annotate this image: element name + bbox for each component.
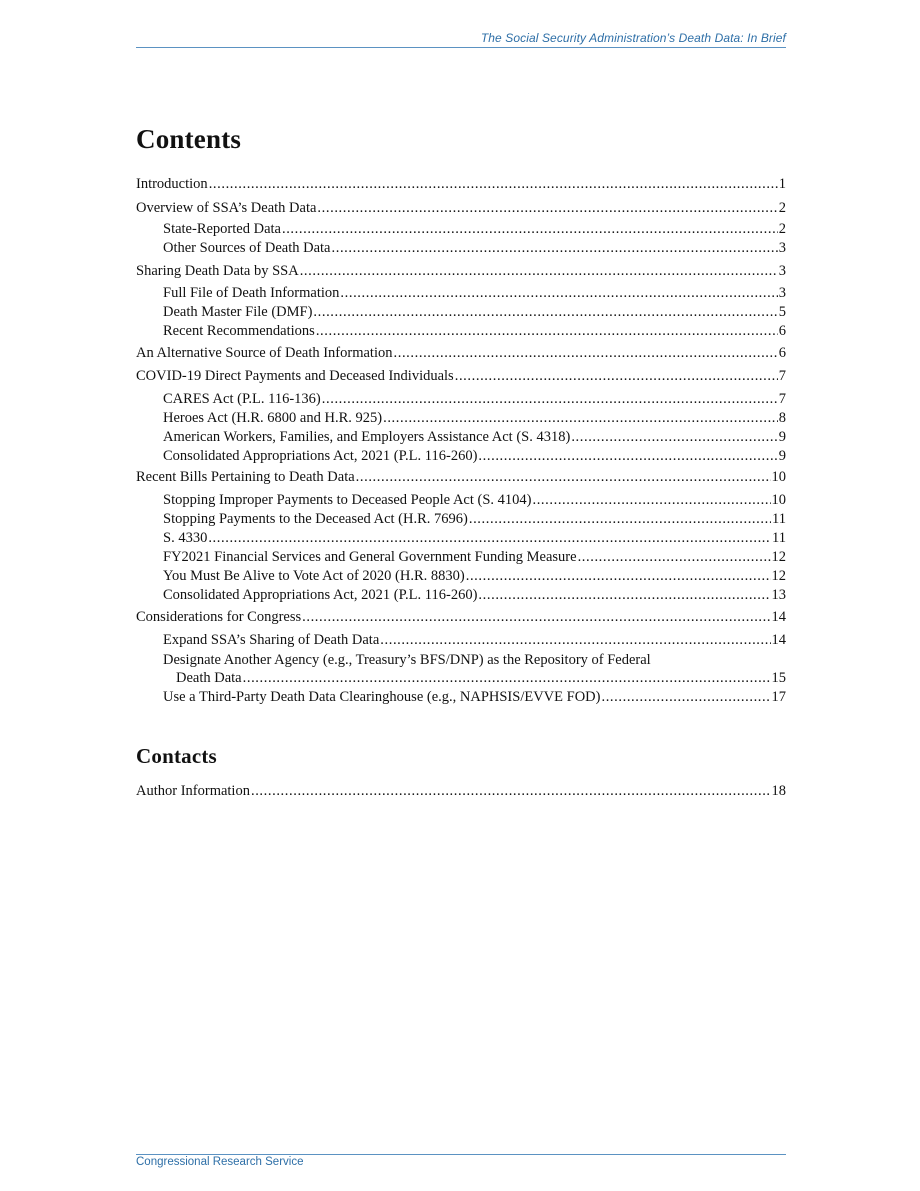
toc-entry-alive-to-vote-act[interactable] — [163, 566, 786, 586]
toc-entry-author-information[interactable] — [136, 781, 786, 801]
toc-entry-label: S. 4330 — [163, 530, 208, 546]
dot-leader — [356, 467, 771, 487]
toc-entry-recent-recommendations[interactable] — [163, 321, 786, 341]
footer-divider — [136, 1154, 786, 1155]
toc-entry-considerations-for-congress[interactable] — [136, 607, 786, 627]
toc-entry-designate-agency-line1[interactable]: Designate Another Agency (e.g., Treasury’s BFS/DNP) as the Repository of Federal — [163, 652, 651, 668]
contacts-heading: Contacts — [136, 744, 217, 768]
toc-page-number: 15 — [771, 670, 786, 686]
toc-page-number: 10 — [771, 492, 786, 508]
dot-leader — [601, 687, 770, 707]
toc-entry-label: CARES Act (P.L. 116-136) — [163, 391, 321, 407]
toc-entry-death-master-file[interactable] — [163, 302, 786, 322]
toc-entry-heroes-act[interactable] — [163, 408, 786, 428]
toc-entry-consolidated-appropriations-covid[interactable] — [163, 446, 786, 466]
dot-leader — [578, 547, 771, 567]
toc-page-number: 7 — [778, 391, 786, 407]
header-divider — [136, 47, 786, 48]
dot-leader — [208, 528, 771, 548]
toc-page-number: 18 — [771, 783, 786, 799]
dot-leader — [243, 668, 771, 688]
toc-page-number: 11 — [772, 530, 786, 546]
dot-leader — [251, 781, 771, 801]
toc-entry-stopping-payments-deceased[interactable] — [163, 509, 786, 529]
dot-leader — [322, 389, 778, 409]
dot-leader — [282, 219, 778, 239]
toc-entry-label: Use a Third-Party Death Data Clearinghouse (e.g., NAPHSIS/EVVE FOD) — [163, 689, 601, 705]
toc-page-number: 3 — [778, 240, 786, 256]
toc-entry-label: Introduction — [136, 176, 208, 192]
dot-leader — [455, 366, 778, 386]
toc-entry-state-reported-data[interactable] — [163, 219, 786, 239]
toc-entry-label: Sharing Death Data by SSA — [136, 263, 299, 279]
toc-entry-label: Recent Recommendations — [163, 323, 315, 339]
toc-entry-american-workers-act[interactable] — [163, 427, 786, 447]
toc-page-number: 10 — [771, 469, 786, 485]
toc-page-number: 6 — [778, 323, 786, 339]
toc-page-number: 13 — [771, 587, 786, 603]
running-header-title: The Social Security Administration’s Death Data: In Brief — [480, 31, 786, 45]
dot-leader — [469, 509, 771, 529]
running-footer: Congressional Research Service — [136, 1156, 304, 1168]
toc-entry-label: Expand SSA’s Sharing of Death Data — [163, 632, 380, 648]
toc-entry-full-file[interactable] — [163, 283, 786, 303]
toc-page-number: 14 — [771, 609, 786, 625]
toc-page-number: 9 — [778, 429, 786, 445]
toc-page-number: 11 — [772, 511, 786, 527]
toc-entry-label: Full File of Death Information — [163, 285, 340, 301]
toc-entry-consolidated-appropriations-bills[interactable] — [163, 585, 786, 605]
toc-entry-label: Other Sources of Death Data — [163, 240, 331, 256]
toc-page-number: 9 — [778, 448, 786, 464]
toc-entry-label: Overview of SSA’s Death Data — [136, 200, 317, 216]
toc-page-number: 3 — [778, 263, 786, 279]
toc-entry-label: Stopping Improper Payments to Deceased People Act (S. 4104) — [163, 492, 532, 508]
dot-leader — [478, 585, 770, 605]
toc-entry-introduction[interactable] — [136, 174, 786, 194]
toc-page-number: 5 — [778, 304, 786, 320]
toc-entry-label: Heroes Act (H.R. 6800 and H.R. 925) — [163, 410, 383, 426]
toc-entry-label: Considerations for Congress — [136, 609, 302, 625]
toc-entry-designate-agency[interactable] — [176, 668, 786, 688]
toc-entry-cares-act[interactable] — [163, 389, 786, 409]
toc-entry-other-sources[interactable] — [163, 238, 786, 258]
toc-entry-label: Consolidated Appropriations Act, 2021 (P.L. 116-260) — [163, 587, 478, 603]
toc-entry-label: State-Reported Data — [163, 221, 281, 237]
contents-heading: Contents — [136, 124, 242, 154]
toc-entry-sharing-death-data[interactable] — [136, 261, 786, 281]
toc-entry-overview[interactable] — [136, 198, 786, 218]
toc-entry-recent-bills[interactable] — [136, 467, 786, 487]
toc-entry-s-4330[interactable] — [163, 528, 786, 548]
toc-entry-label: Stopping Payments to the Deceased Act (H.R. 7696) — [163, 511, 468, 527]
toc-entry-label: American Workers, Families, and Employers Assistance Act (S. 4318) — [163, 429, 571, 445]
dot-leader — [380, 630, 770, 650]
toc-entry-label: Death Master File (DMF) — [163, 304, 313, 320]
dot-leader — [532, 490, 770, 510]
toc-page-number: 17 — [771, 689, 786, 705]
dot-leader — [478, 446, 777, 466]
dot-leader — [394, 343, 778, 363]
toc-entry-label: Recent Bills Pertaining to Death Data — [136, 469, 355, 485]
toc-entry-third-party-clearinghouse[interactable] — [163, 687, 786, 707]
toc-page-number: 3 — [778, 285, 786, 301]
toc-entry-label: FY2021 Financial Services and General Government Funding Measure — [163, 549, 577, 565]
toc-entry-stopping-improper-payments[interactable] — [163, 490, 786, 510]
toc-page-number: 12 — [771, 568, 786, 584]
dot-leader — [383, 408, 778, 428]
toc-entry-fy2021-funding-measure[interactable] — [163, 547, 786, 567]
toc-entry-covid-direct-payments[interactable] — [136, 366, 786, 386]
toc-page-number: 8 — [778, 410, 786, 426]
toc-entry-label: Author Information — [136, 783, 250, 799]
dot-leader — [466, 566, 771, 586]
dot-leader — [302, 607, 770, 627]
dot-leader — [316, 321, 778, 341]
toc-entry-label: You Must Be Alive to Vote Act of 2020 (H.R. 8830) — [163, 568, 465, 584]
dot-leader — [313, 302, 777, 322]
toc-entry-label: COVID-19 Direct Payments and Deceased Individuals — [136, 368, 454, 384]
toc-entry-label: Death Data — [176, 670, 242, 686]
toc-page-number: 1 — [778, 176, 786, 192]
dot-leader — [571, 427, 777, 447]
dot-leader — [340, 283, 777, 303]
toc-entry-label: An Alternative Source of Death Information — [136, 345, 393, 361]
toc-page-number: 7 — [778, 368, 786, 384]
toc-entry-alternative-source[interactable] — [136, 343, 786, 363]
toc-page-number: 14 — [771, 632, 786, 648]
toc-page-number: 6 — [778, 345, 786, 361]
toc-entry-label: Consolidated Appropriations Act, 2021 (P.L. 116-260) — [163, 448, 478, 464]
dot-leader — [317, 198, 777, 218]
dot-leader — [209, 174, 778, 194]
toc-page-number: 12 — [771, 549, 786, 565]
toc-page-number: 2 — [778, 200, 786, 216]
toc-page-number: 2 — [778, 221, 786, 237]
dot-leader — [300, 261, 778, 281]
dot-leader — [332, 238, 778, 258]
toc-entry-expand-ssa-sharing[interactable] — [163, 630, 786, 650]
